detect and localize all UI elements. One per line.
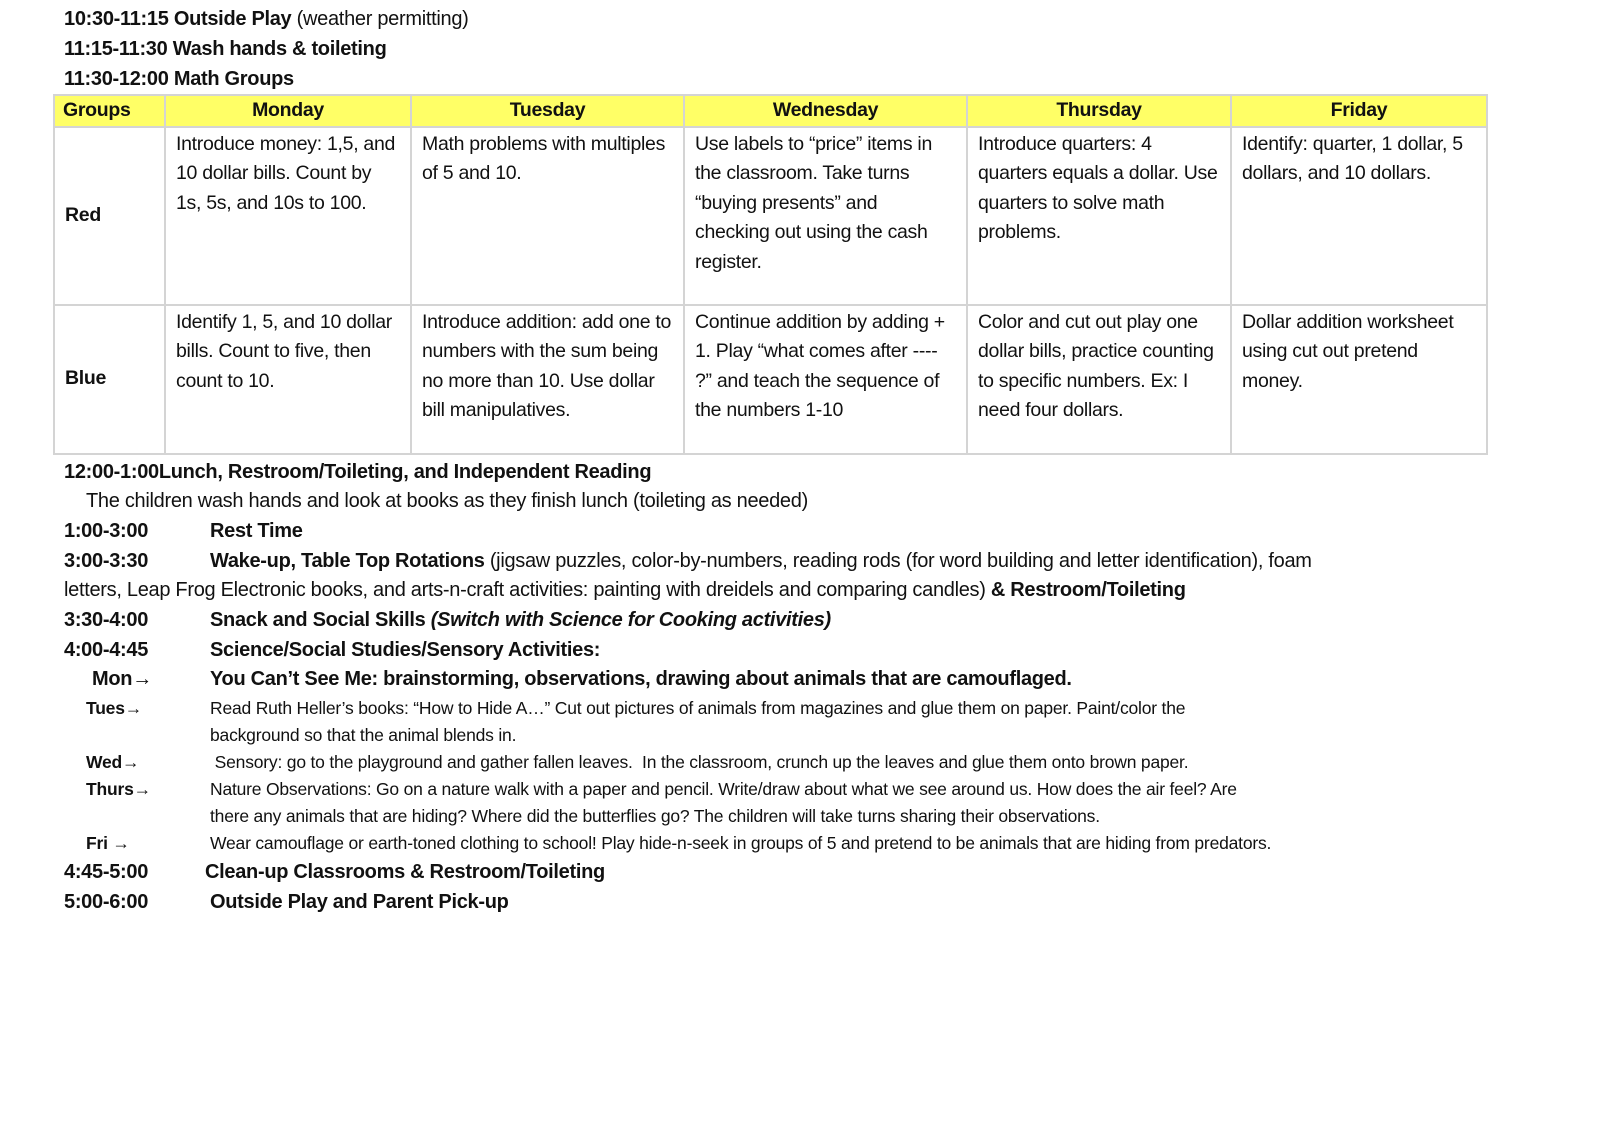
time: 4:45-5:00: [64, 861, 149, 883]
description: (jigsaw puzzles, color-by-numbers, reading rods (for word building and letter identification), foam: [484, 550, 1312, 572]
table-cell: Introduce addition: add one to numbers with the sum being no more than 10. Use dollar bill manipulatives.: [411, 305, 684, 454]
table-row: [54, 305, 1487, 454]
time: 3:30-4:00: [64, 609, 149, 631]
day-label: Fri →: [86, 833, 130, 853]
day-activity: Wear camouflage or earth-toned clothing to school! Play hide-n-seek in groups of 5 and pretend to be animals that are hiding from predators.: [210, 833, 1272, 853]
activity: Wake-up, Table Top Rotations: [210, 550, 485, 572]
lunch-heading: [64, 458, 651, 486]
table-row: [54, 127, 1487, 305]
time: 5:00-6:00: [64, 891, 149, 913]
day-activity: Sensory: go to the playground and gather fallen leaves. In the classroom, crunch up the leaves and glue them onto brown paper.: [210, 752, 1189, 772]
table-cell: Identify: quarter, 1 dollar, 5 dollars, and 10 dollars.: [1231, 127, 1487, 305]
header-line-wash-hands: [64, 35, 387, 63]
header-line-math-groups: [64, 65, 294, 93]
time: 10:30-11:15: [64, 8, 169, 30]
math-groups-table: [53, 94, 1488, 455]
time: 3:00-3:30: [64, 550, 149, 572]
activity: & Restroom/Toileting: [990, 579, 1186, 601]
header-line-outside-play: [64, 5, 469, 33]
day-activity: You Can’t See Me: brainstorming, observations, drawing about animals that are camouflaged.: [210, 668, 1072, 690]
day-label: Thurs→: [86, 779, 151, 799]
activity: Outside Play: [173, 8, 292, 30]
day-label: Wed→: [86, 752, 140, 772]
activity: Science/Social Studies/Sensory Activities:: [210, 639, 601, 661]
table-header-row: [54, 95, 1487, 127]
time: 11:30-12:00: [64, 68, 169, 90]
column-header: Tuesday: [411, 95, 684, 127]
activity: Snack and Social Skills: [210, 609, 431, 631]
table-cell: Color and cut out play one dollar bills, practice counting to specific numbers. Ex: I need four dollars.: [967, 305, 1231, 454]
group-label: Blue: [54, 305, 165, 454]
time: 12:00-1:00: [64, 461, 159, 483]
activity: Lunch, Restroom/Toileting, and Independent Reading: [158, 461, 652, 483]
note: (Switch with Science for Cooking activities): [430, 609, 831, 631]
table-cell: Dollar addition worksheet using cut out pretend money.: [1231, 305, 1487, 454]
lunch-description: The children wash hands and look at books as they finish lunch (toileting as needed): [86, 490, 808, 512]
table-cell: Continue addition by adding + 1. Play “what comes after ---- ?” and teach the sequence of the numbers 1-10: [684, 305, 967, 454]
activity: Rest Time: [210, 520, 303, 542]
table-cell: Introduce money: 1,5, and 10 dollar bills. Count by 1s, 5s, and 10s to 100.: [165, 127, 411, 305]
day-label: Mon→: [92, 668, 152, 690]
table-cell: Introduce quarters: 4 quarters equals a dollar. Use quarters to solve math problems.: [967, 127, 1231, 305]
note: (weather permitting): [296, 8, 469, 30]
table-cell: Use labels to “price” items in the classroom. Take turns “buying presents” and checking out using the cash register.: [684, 127, 967, 305]
time: 4:00-4:45: [64, 639, 149, 661]
day-activity: background so that the animal blends in.: [210, 725, 517, 745]
column-header: Wednesday: [684, 95, 967, 127]
day-label: Tues→: [86, 698, 143, 718]
activity: Clean-up Classrooms & Restroom/Toileting: [205, 861, 605, 883]
time: 1:00-3:00: [64, 520, 149, 542]
column-header: Groups: [54, 95, 165, 127]
activity: Math Groups: [173, 68, 294, 90]
activity: Outside Play and Parent Pick-up: [210, 891, 509, 913]
column-header: Monday: [165, 95, 411, 127]
day-activity: there any animals that are hiding? Where did the butterflies go? The children will take turns sharing their observations.: [210, 806, 1100, 826]
column-header: Friday: [1231, 95, 1487, 127]
column-header: Thursday: [967, 95, 1231, 127]
activity: Wash hands & toileting: [172, 38, 387, 60]
table-cell: Math problems with multiples of 5 and 10.: [411, 127, 684, 305]
time: 11:15-11:30: [64, 38, 168, 60]
day-activity: Read Ruth Heller’s books: “How to Hide A…” Cut out pictures of animals from magazines and glue them on paper. Paint/color the: [210, 698, 1186, 718]
table-cell: Identify 1, 5, and 10 dollar bills. Count to five, then count to 10.: [165, 305, 411, 454]
group-label: Red: [54, 127, 165, 305]
description: letters, Leap Frog Electronic books, and arts-n-craft activities: painting with dreidels and comparing candles): [64, 579, 991, 601]
day-activity: Nature Observations: Go on a nature walk with a paper and pencil. Write/draw about what we see around us. How does the air feel? Are: [210, 779, 1237, 799]
wake-line-cont: [64, 576, 1186, 604]
